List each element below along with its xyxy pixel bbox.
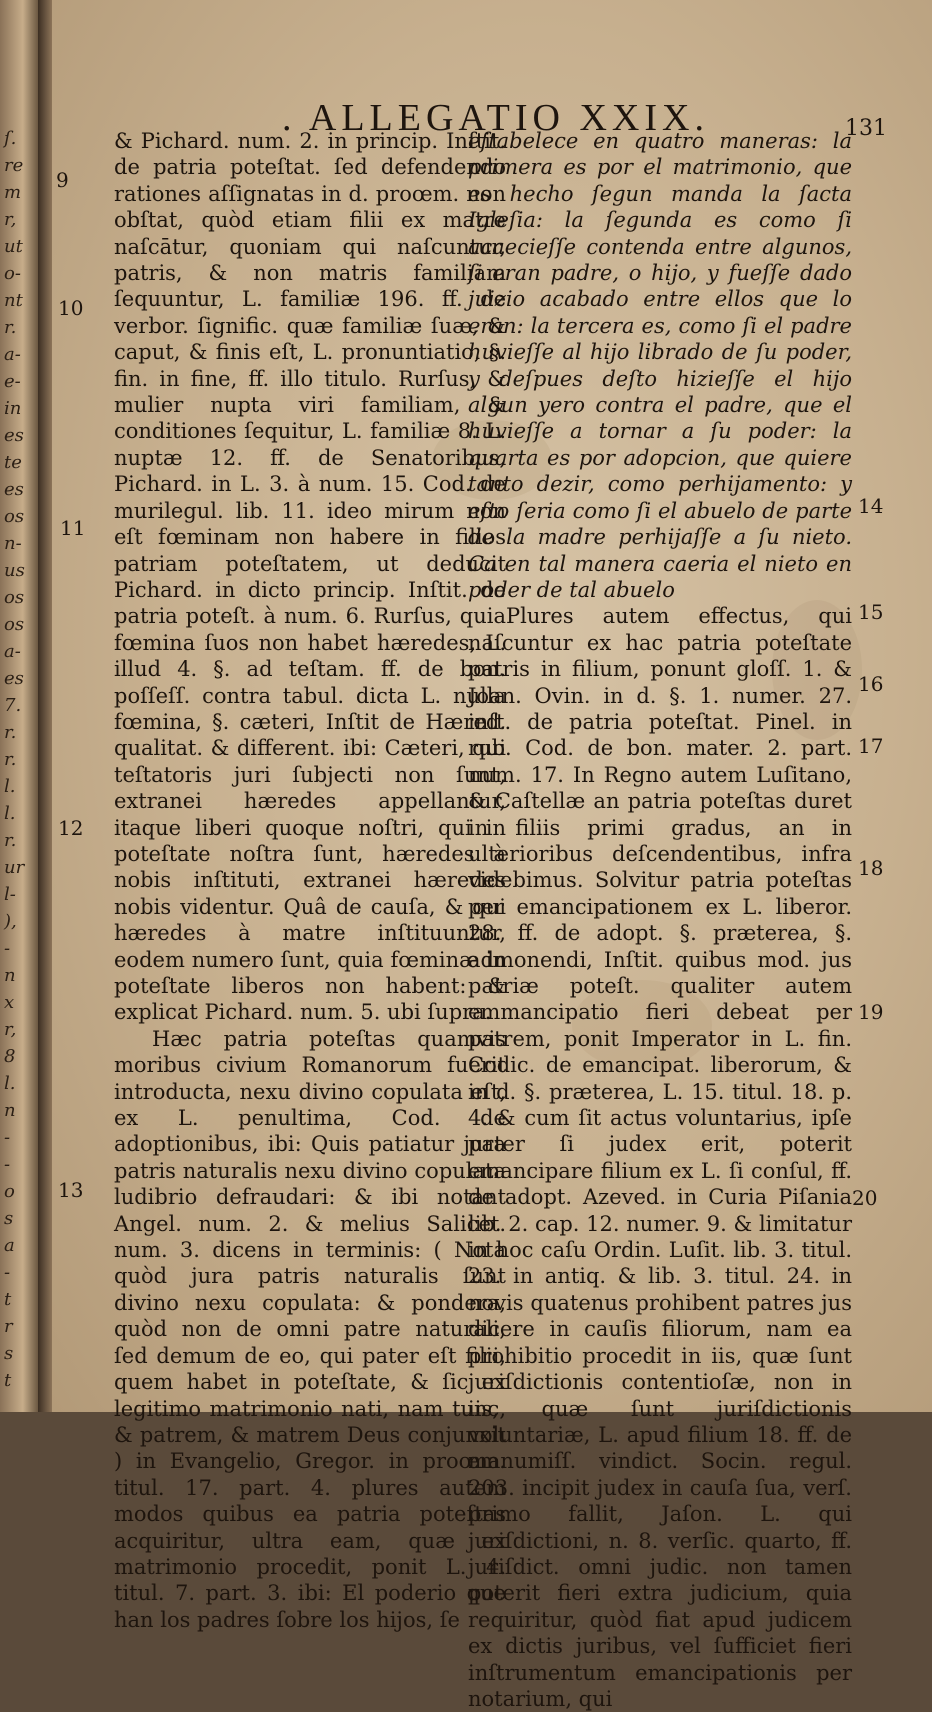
- margin-number: 15: [858, 600, 884, 624]
- facing-text-fragment: x: [4, 992, 15, 1013]
- facing-text-fragment: -: [4, 1127, 11, 1148]
- margin-number: 9: [56, 168, 69, 192]
- facing-text-fragment: l-: [4, 884, 16, 905]
- facing-text-fragment: a-: [4, 641, 21, 662]
- facing-text-fragment: ſ.: [4, 128, 17, 149]
- facing-text-fragment: r: [4, 1316, 13, 1337]
- facing-text-fragment: 8: [4, 1046, 16, 1067]
- paragraph: & Pichard. num. 2. in princip. Inſtit. de patria poteſtat. ſed defendendo rationes aſſignatas in d. proœm. non obſtat, quòd etiam filii ex matre naſcātur, quoniam qui naſcuntur, patris, & non matris familiam ſequuntur, L. familiæ 196. ff. de verbor. ſignific. quæ familiæ ſuæ, & caput, & finis eſt, L. pronuntiatio, §. fin. in fine, ff. illo titulo. Rurſus, & mulier nupta viri familiam, & conditiones ſequitur, L. familiæ 8. L. nuptæ 12. ff. de Senatoribus, Pichard. in L. 3. à num. 15. Cod. de murilegul. lib. 11. ideo mirum non eſt fœminam non habere in filios patriam poteſtatem, ut deducit Pichard. in dicto princip. Inſtit. de patria poteſt. à num. 6. Rurſus, quia fœmina ſuos non habet hæredes, L. illud 4. §. ad teſtam. ff. de bon. poſſeſſ. contra tabul. dicta L. nulla fœmina, §. cæteri, Inſtit de Hæred. qualitat. & different. ibi: Cæteri, qui teſtatoris juri ſubjecti non ſunt, extranei hæredes appellantur, itaque liberi quoque noſtri, qui in poteſtate noſtra ſunt, hæredes à nobis inſtituti, extranei hæredes nobis videntur. Quâ de cauſa, & qui hæredes à matre inſtituuntur, eodem numero ſunt, quia fœminæ in poteſtate liberos non habent: & explicat Pichard. num. 5. ubi ſupra.: [114, 129, 506, 1025]
- book-page: [52, 0, 932, 1711]
- facing-text-fragment: us: [4, 560, 25, 581]
- facing-text-fragment: es: [4, 479, 24, 500]
- facing-text-fragment: in: [4, 398, 22, 419]
- facing-text-fragment: t: [4, 1370, 12, 1391]
- facing-text-fragment: n-: [4, 533, 22, 554]
- facing-text-fragment: 7.: [4, 695, 22, 716]
- facing-text-fragment: s: [4, 1208, 14, 1229]
- facing-text-fragment: es: [4, 668, 24, 689]
- facing-text-fragment: -: [4, 1154, 11, 1175]
- page-number: 131: [845, 116, 887, 141]
- facing-text-fragment: a-: [4, 344, 21, 365]
- paragraph: eſtabelece en quatro maneras: la primera es por el matrimonio, que es hecho ſegun manda la ſacta Igleſia: la ſegunda es como ſi acaecieſſe contenda entre algunos, ſi eran padre, o hijo, y fueſſe dado juizio acabado entre ellos que lo eran: la tercera es, como ſi el padre huvieſſe al hijo librado de ſu poder, y deſpues deſto hizieſſe el hijo algun yero contra el padre, que el huvieſſe a tornar a ſu poder: la quarta es por adopcion, que quiere tanto dezir, como perhijamento: y eſto ſeria como ſi el abuelo de parte de la madre perhijaſſe a ſu nieto. Ca en tal manera caeria el nieto en poder de tal abuelo: [468, 129, 852, 602]
- margin-number: 16: [858, 672, 884, 696]
- facing-text-fragment: -: [4, 1262, 11, 1283]
- facing-text-fragment: l.: [4, 803, 16, 824]
- margin-number: 14: [858, 494, 884, 518]
- facing-text-fragment: r,: [4, 209, 17, 230]
- right-column: [468, 128, 852, 1712]
- facing-text-fragment: r.: [4, 722, 17, 743]
- facing-text-fragment: t: [4, 1289, 12, 1310]
- facing-text-fragment: ut: [4, 236, 23, 257]
- facing-text-fragment: e-: [4, 371, 21, 392]
- running-head: . ALLEGATIO XXIX.: [282, 97, 709, 139]
- facing-text-fragment: n: [4, 965, 16, 986]
- facing-text-fragment: es: [4, 425, 24, 446]
- binding-gutter: [38, 0, 52, 1412]
- facing-text-fragment: o-: [4, 263, 21, 284]
- margin-number: 17: [858, 734, 884, 758]
- facing-text-fragment: os: [4, 587, 25, 608]
- facing-text-fragment: s: [4, 1343, 14, 1364]
- margin-number: 12: [58, 816, 84, 840]
- paragraph: Plures autem effectus, qui naſcuntur ex hac patria poteſtate patris in filium, ponunt gloſſ. 1. & Joan. Ovin. in d. §. 1. numer. 27. inſt. de patria poteſtat. Pinel. in rub. Cod. de bon. mater. 2. part. num. 17. In Regno autem Luſitano, & Caſtellæ an patria poteſtas duret in filiis primi gradus, an in ulterioribus deſcendentibus, infra videbimus. Solvitur patria poteſtas per emancipationem ex L. liberor. 28. ff. de adopt. §. præterea, §. admonendi, Inſtit. quibus mod. jus patriæ poteſt. qualiter autem emmancipatio fieri debeat per patrem, ponit Imperator in L. fin. Codic. de emancipat. liberorum, & in d. §. præterea, L. 15. titul. 18. p. 4. & cum ſit actus voluntarius, ipſe pater ſi judex erit, poterit emancipare filium ex L. ſi conſul, ff. de adopt. Azeved. in Curia Piſania lib. 2. cap. 12. numer. 9. & limitatur in hoc caſu Ordin. Luſit. lib. 3. titul. 23. in antiq. & lib. 3. titul. 24. in novis quatenus prohibent patres jus dicere in cauſis filiorum, nam ea prohibitio procedit in iis, quæ ſunt juriſdictionis contentioſæ, non in iis, quæ ſunt juriſdictionis voluntariæ, L. apud filium 18. ff. de manumiſſ. vindict. Socin. regul. 203. incipit judex in cauſa ſua, verſ. primo fallit, Jaſon. L. qui juriſdictioni, n. 8. verſic. quarto, ff. juriſdict. omni judic. non tamen poterit fieri extra judicium, quia requiritur, quòd fiat apud judicem ex dictis juribus, vel ſufficiet fieri inſtrumentum emancipationis per notarium, qui: [468, 604, 852, 1711]
- left-column: [114, 128, 506, 1633]
- facing-text-fragment: ur: [4, 857, 25, 878]
- facing-text-fragment: -: [4, 938, 11, 959]
- facing-page-edge: [0, 0, 38, 1412]
- facing-text-fragment: r,: [4, 1019, 17, 1040]
- facing-text-fragment: a: [4, 1235, 15, 1256]
- facing-text-fragment: re: [4, 155, 24, 176]
- facing-text-fragment: r.: [4, 830, 17, 851]
- margin-number: 19: [858, 1000, 884, 1024]
- facing-text-fragment: m: [4, 182, 22, 203]
- facing-text-fragment: os: [4, 614, 25, 635]
- facing-text-fragment: ),: [4, 911, 17, 932]
- margin-number: 10: [58, 296, 84, 320]
- facing-text-fragment: os: [4, 506, 25, 527]
- facing-text-fragment: n: [4, 1100, 16, 1121]
- facing-text-fragment: nt: [4, 290, 23, 311]
- margin-number: 11: [60, 516, 86, 540]
- margin-number: 13: [58, 1178, 84, 1202]
- facing-text-fragment: l.: [4, 1073, 16, 1094]
- margin-number: 20: [852, 1186, 878, 1210]
- paragraph: Hæc patria poteſtas quamvis moribus civium Romanorum fuerit introducta, nexu divino copulata eſt, ex L. penultima, Cod. de adoptionibus, ibi: Quis patiatur jura patris naturalis nexu divino copulata ludibrio defraudari: & ibi notant Angel. num. 2. & melius Salicet. num. 3. dicens in terminis: ( Nota quòd jura patris naturalis ſunt divino nexu copulata: & pondera, quòd non de omni patre naturali, ſed demum de eo, qui pater eſt filii, quem habet in poteſtate, & ſic ex legitimo matrimonio nati, nam tunc, & patrem, & matrem Deus conjunxit ) in Evangelio, Gregor. in proœm. titul. 17. part. 4. plures autem modos quibus ea patria poteſtas acquiritur, ultra eam, quæ ex matrimonio procedit, ponit L. 4. titul. 7. part. 3. ibi: El poderio que han los padres ſobre los hijos, ſe: [114, 1026, 506, 1632]
- facing-text-fragment: r.: [4, 317, 17, 338]
- facing-text-fragment: o: [4, 1181, 15, 1202]
- facing-text-fragment: l.: [4, 776, 16, 797]
- facing-text-fragment: r.: [4, 749, 17, 770]
- facing-text-fragment: te: [4, 452, 22, 473]
- margin-number: 18: [858, 856, 884, 880]
